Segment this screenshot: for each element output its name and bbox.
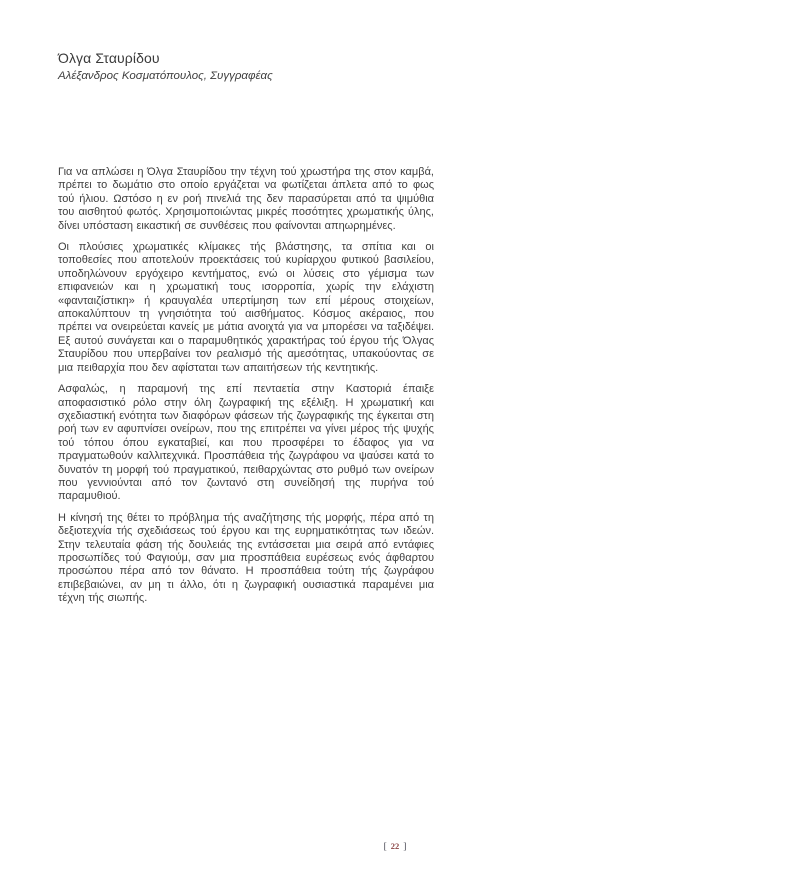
article-header bbox=[58, 50, 478, 83]
paragraph-4: Η κίνησή της θέτει το πρόβλημα τής αναζήτησης τής μορφής, πέρα από τη δεξιοτεχνία τής σχεδιάσεως τού έργου και της ευρηματικότητας των ιδεών. Στην τελευταία φάση τής δουλειάς της εντάσσεται μια σειρά από εντάφιες προσωπίδες τού Φαγιούμ, σαν μια προσπάθεια ευρέσεως ενός άφθαρτου προσώπου πέρα από τον θάνατο. Η προσπάθεια τούτη τής ζωγράφου επιβεβαιώνει, αν μη τι άλλο, ότι η ζωγραφική ουσιαστικά παραμένει μια τέχνη τής σιωπής. bbox=[58, 511, 434, 605]
paragraph-2: Οι πλούσιες χρωματικές κλίμακες τής βλάστησης, τα σπίτια και οι τοποθεσίες που αποτελούν προεκτάσεις τού κυρίαρχου φυτικού βασιλείου, υποδηλώνουν εργόχειρο κεντήματος, ενώ οι λύσεις στο γέμισμα των επιφανειών και η χρωματική τους ισορροπία, χωρίς την ελάχιστη «φανταιζίστικη» ή κραυγαλέα υπερτίμηση των επί μέρους στοιχείων, αποκαλύπτουν τη γνησιότητα τού αισθήματος. Κόσμος ακέραιος, που πρέπει να ονειρεύεται κανείς με μάτια ανοιχτά για να μπορέσει να ταξιδέψει. Εξ αυτού συνάγεται και ο παραμυθητικός χαρακτήρας τού έργου τής Όλγας Σταυρίδου που υπερβαίνει τον ρεαλισμό τής αμεσότητας, υπακούοντας σε μια πειθαρχία που δεν αφίσταται των απαιτήσεων τής κεντητικής. bbox=[58, 241, 434, 374]
paragraph-3: Ασφαλώς, η παραμονή της επί πενταετία στην Καστοριά έπαιξε αποφασιστικό ρόλο στην όλη ζωγραφική της εξέλιξη. Η χρωματική και σχεδιαστική ενότητα των διαφόρων φάσεων τής ζωγραφικής της έγκειται στη ροή των εν αφυπνίσει ονείρων, που της επιτρέπει να γίνει μέρος τής ψυχής τού τόπου όπου εγκαταβιεί, και που προσφέρει το έδαφος για να πραγματωθούν καλλιτεχνικά. Προσπάθεια τής ζωγράφου να ψαύσει κατά το δυνατόν τη μορφή τού πραγματικού, πειθαρχώντας στο ρυθμό των ονείρων που γεννιούνται από τον ζωντανό στη συνείδησή της πυρήνα τού παραμυθιού. bbox=[58, 383, 434, 503]
page-title: Όλγα Σταυρίδου bbox=[58, 50, 160, 66]
paragraph-1: Για να απλώσει η Όλγα Σταυρίδου την τέχνη τού χρωστήρα της στον καμβά, πρέπει το δωμάτιο στο οποίο εργάζεται να φωτίζεται άπλετα από το φως τού ήλιου. Ωστόσο η εν ροή πινελιά της δεν παρασύρεται από τα ψιμύθια του αισθητού φωτός. Χρησιμοποιώντας μικρές ποσότητες χρωματικής ύλης, δίνει υπόσταση εικαστική σε συνθέσεις που φαίνονται απηωρημένες. bbox=[58, 166, 434, 232]
page-footer bbox=[0, 840, 790, 853]
folio-page-number: 22 bbox=[390, 841, 400, 851]
page-subtitle: Αλέξανδρος Κοσματόπουλος, Συγγραφέας bbox=[58, 70, 273, 82]
folio-bracket-left: [ bbox=[383, 842, 387, 852]
folio-bracket-right: ] bbox=[403, 842, 407, 852]
article-body bbox=[58, 166, 434, 614]
